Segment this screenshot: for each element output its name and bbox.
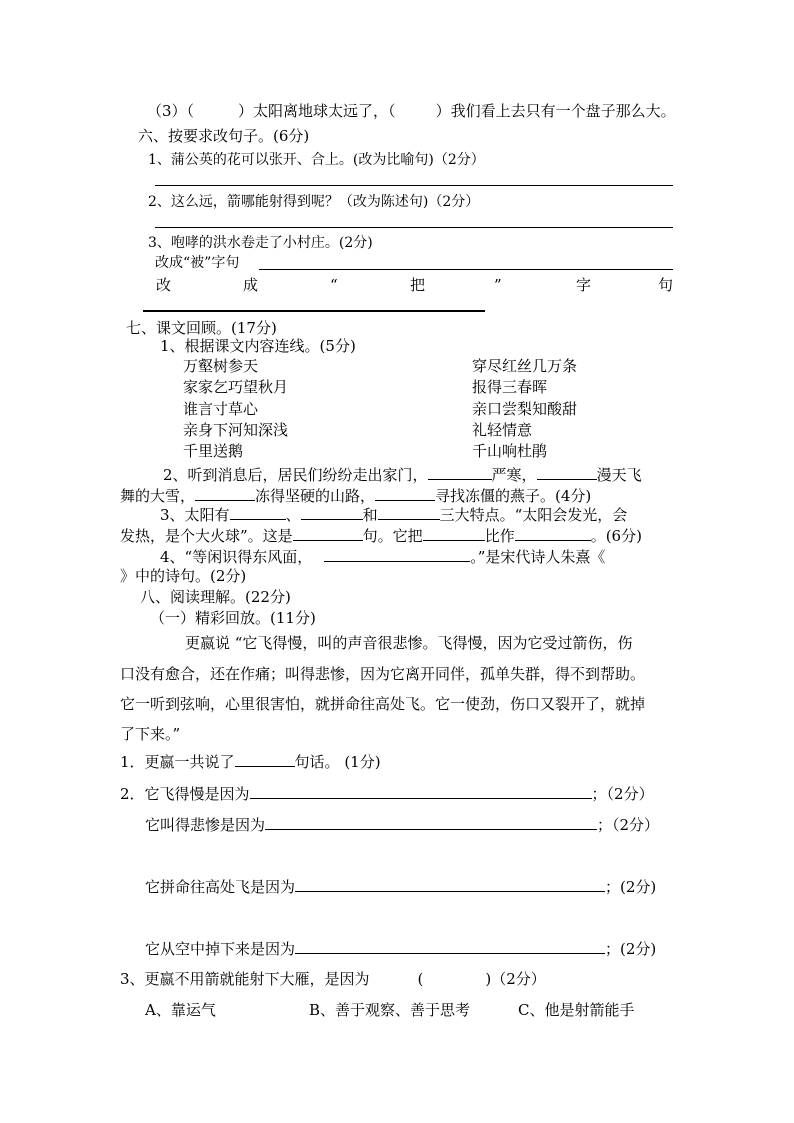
fill-blank[interactable] [295, 875, 605, 892]
match-left: 家家乞巧望秋月 [183, 378, 289, 396]
passage-line: 它一听到弦响，心里很害怕，就拼命往高处飞。它一使劲，伤口又裂开了，就掉 [120, 695, 646, 713]
match-left: 亲身下河知深浅 [183, 421, 289, 439]
sec7-q1: 1、根据课文内容连线。(5分) [160, 337, 356, 355]
passage-line: 更嬴说 “它飞得慢，叫的声音很悲惨。飞得慢，因为它受过箭伤，伤 [185, 634, 633, 652]
match-right: 千山响杜鹃 [472, 442, 548, 460]
option-c[interactable]: C、他是射箭能手 [518, 1001, 635, 1019]
reading-q1: 1．更嬴一共说了 句话。 (1分) [120, 750, 381, 772]
reading-q2: 2．它飞得慢是因为 ；（2分） [120, 782, 654, 804]
sec6-q1: 1、蒲公英的花可以张开、合上。(改为比喻句)（2分） [148, 152, 485, 168]
sec6-bei-label: 改成“被”字句 [155, 255, 240, 271]
passage-line: 口没有愈合，还在作痛；叫得悲惨，因为它离开同伴，孤单失群，得不到帮助。 [120, 665, 646, 683]
match-right: 亲口尝梨知酸甜 [472, 400, 578, 418]
ba-char: ” [494, 276, 502, 294]
fill-blank[interactable] [195, 484, 255, 501]
fill-blank[interactable] [324, 545, 470, 562]
passage-line: 了下来。” [120, 725, 181, 743]
reading-q2-sub: 它拼命往高处飞是因为 ；(2分) [145, 875, 656, 897]
answer-line[interactable] [155, 185, 673, 186]
sec7-q3-line1: 3、太阳有 、 和 三大特点。“太阳会发光，会 [160, 503, 627, 525]
ba-char: 把 [410, 276, 426, 294]
match-right: 报得三春晖 [472, 378, 548, 396]
ba-char: 成 [243, 276, 259, 294]
fill-blank[interactable] [423, 524, 485, 541]
option-a[interactable]: A、靠运气 [145, 1001, 216, 1019]
fill-blank[interactable] [375, 484, 435, 501]
sec7-q2-line1: 2、听到消息后，居民们纷纷走出家门， 严寒， 漫天飞 [163, 463, 642, 485]
sec7-q3-line2: 发热，是个大火球”。这是 句。它把 比作 。(6分) [120, 524, 642, 546]
answer-line[interactable] [259, 269, 673, 270]
fill-blank[interactable] [537, 463, 597, 480]
fill-blank[interactable] [230, 503, 286, 520]
answer-line[interactable] [143, 310, 485, 312]
section-7-title: 七、课文回顾。(17分) [126, 319, 277, 337]
ba-char: 改 [156, 276, 172, 294]
match-right: 穿尽红丝几万条 [472, 357, 578, 375]
sec7-q4-line1: 4、“等闲识得东风面， 。”是宋代诗人朱熹《 [160, 545, 605, 567]
fill-blank[interactable] [378, 503, 440, 520]
sec7-q2-line2: 舞的大雪， 冻得坚硬的山路， 寻找冻僵的燕子。(4分) [120, 484, 591, 506]
sec6-q3: 3、咆哮的洪水卷走了小村庄。(2分) [148, 235, 373, 251]
sec6-q2: 2、这么远，箭哪能射得到呢？（改为陈述句)（2分） [148, 194, 480, 210]
fill-blank[interactable] [250, 782, 592, 799]
match-left: 万壑树参天 [183, 357, 259, 375]
sec7-q4-line2: 》中的诗句。(2分) [120, 567, 247, 585]
fill-blank[interactable] [301, 503, 363, 520]
reading-q3: 3、更嬴不用箭就能射下大雁，是因为 ( )（2分） [120, 970, 546, 988]
fill-blank[interactable] [235, 750, 295, 767]
option-b[interactable]: B、善于观察、善于思考 [309, 1001, 471, 1019]
match-right: 礼轻情意 [472, 421, 533, 439]
section-6-title: 六、按要求改句子。(6分) [138, 127, 310, 145]
fill-blank[interactable] [515, 524, 591, 541]
q5-3-line: （3）（ ）太阳离地球太远了，（ ）我们看上去只有一个盘子那么大。 [147, 102, 676, 120]
fill-blank[interactable] [295, 937, 605, 954]
reading-q2-sub: 它从空中掉下来是因为 ；(2分) [145, 937, 656, 959]
ba-char: 句 [658, 276, 674, 294]
reading-q2-sub: 它叫得悲惨是因为 ；（2分） [145, 813, 659, 835]
ba-char: 字 [576, 276, 592, 294]
fill-blank[interactable] [265, 813, 597, 830]
match-left: 谁言寸草心 [183, 400, 259, 418]
sec8-subtitle: （一）精彩回放。(11分) [150, 609, 316, 627]
match-left: 千里送鹅 [183, 442, 244, 460]
section-8-title: 八、阅读理解。(22分) [140, 588, 291, 606]
fill-blank[interactable] [293, 524, 363, 541]
ba-char: “ [330, 276, 338, 294]
fill-blank[interactable] [428, 463, 492, 480]
answer-line[interactable] [155, 227, 673, 228]
